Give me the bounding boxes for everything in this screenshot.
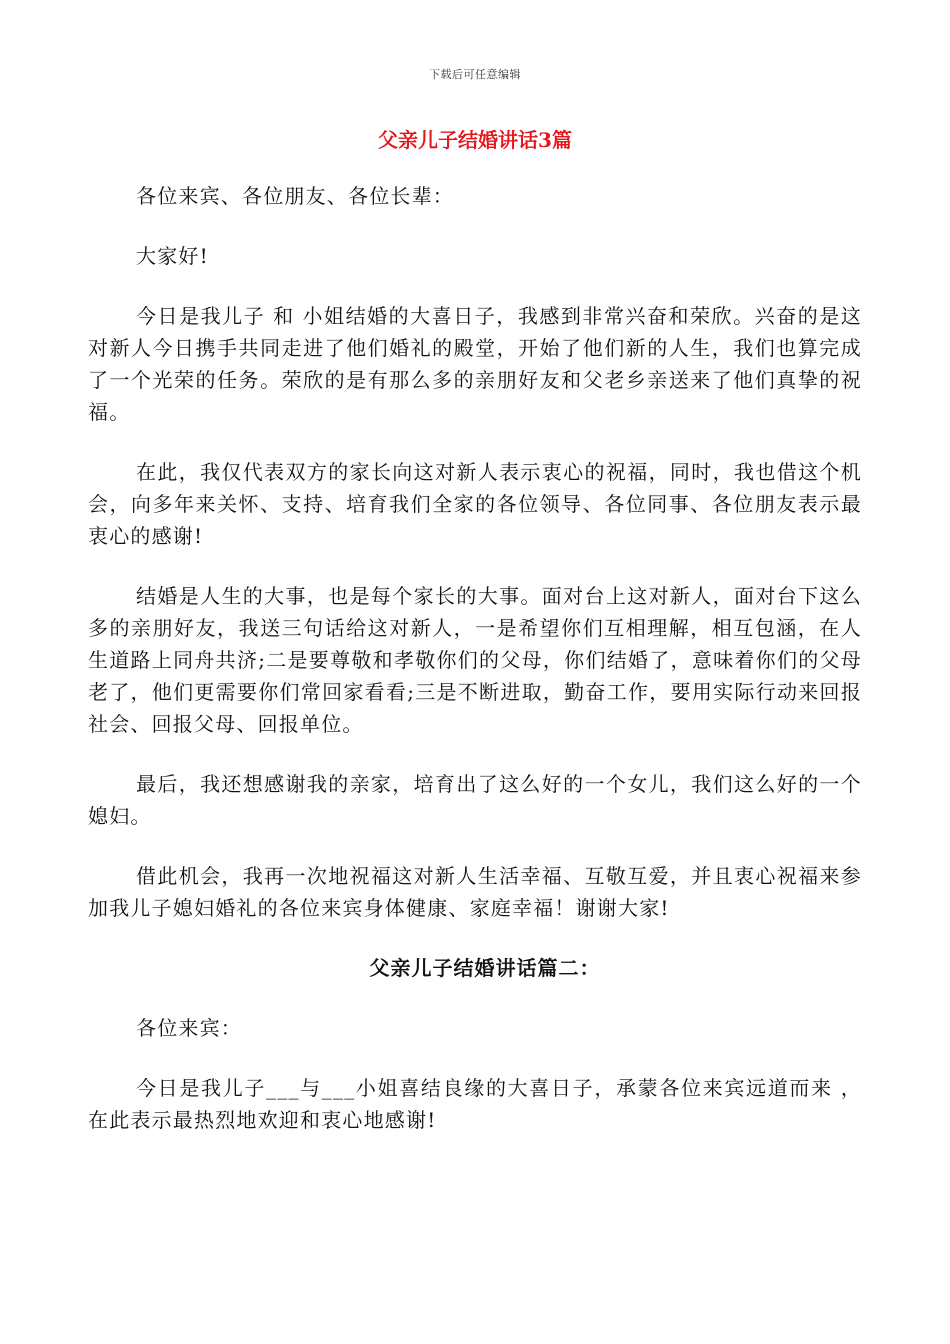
header-note: 下载后可任意编辑 [429, 68, 521, 81]
paragraph-salutation: 各位来宾、各位朋友、各位长辈： [136, 184, 454, 208]
paragraph-in-laws: 最后，我还想感谢我的亲家，培育出了这么好的一个女儿，我们这么好的一个媳妇。 [88, 772, 862, 828]
paragraph-section2-salutation: 各位来宾： [136, 1016, 242, 1040]
paragraph-greeting: 大家好! [136, 244, 209, 268]
paragraph-thanks: 在此，我仅代表双方的家长向这对新人表示衷心的祝福，同时，我也借这个机会，向多年来关怀、支持、培育我们全家的各位领导、各位同事、各位朋友表示最衷心的感谢! [88, 460, 862, 548]
paragraph-opening: 今日是我儿子 和 小姐结婚的大喜日子，我感到非常兴奋和荣欣。兴奋的是这对新人今日携手共同走进了他们婚礼的殿堂，开始了他们新的人生，我们也算完成了一个光荣的任务。荣欣的是有那么多的亲朋好友和父老乡亲送来了他们真挚的祝福。 [88, 304, 862, 424]
paragraph-section2-opening: 今日是我儿子___与___小姐喜结良缘的大喜日子，承蒙各位来宾远道而来 ，在此表示最热烈地欢迎和衷心地感谢! [88, 1076, 862, 1132]
document-body [88, 180, 862, 1136]
section-two-title: 父亲儿子结婚讲话篇二： [369, 956, 601, 980]
paragraph-advice: 结婚是人生的大事，也是每个家长的大事。面对台上这对新人，面对台下这么多的亲朋好友，我送三句话给这对新人，一是希望你们互相理解，相互包涵，在人生道路上同舟共济;二是要尊敬和孝敬你们的父母，你们结婚了，意味着你们的父母老了，他们更需要你们常回家看看;三是不断进取，勤奋工作，要用实际行动来回报社会、回报父母、回报单位。 [88, 584, 862, 736]
paragraph-closing: 借此机会，我再一次地祝福这对新人生活幸福、互敬互爱，并且衷心祝福来参加我儿子媳妇婚礼的各位来宾身体健康、家庭幸福！谢谢大家! [88, 864, 862, 920]
document-title: 父亲儿子结婚讲话3篇 [378, 128, 572, 152]
